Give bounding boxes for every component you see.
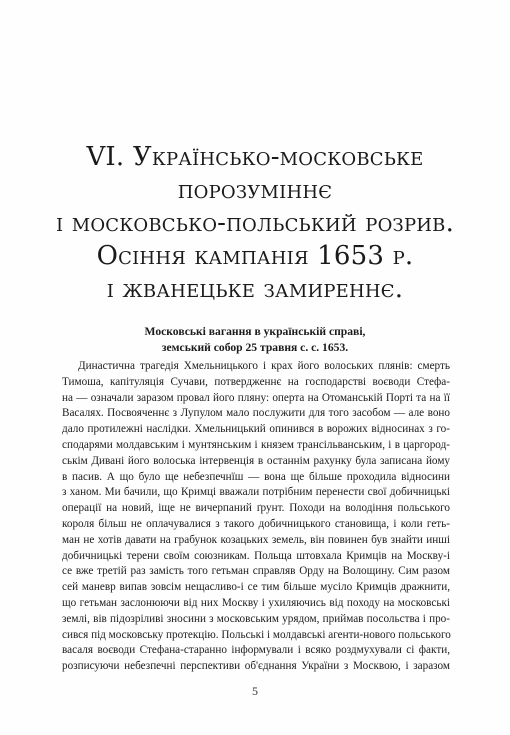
body-paragraph [62, 359, 450, 675]
body-line: розписуючи небезпечні перспективи об'єднання України з Москвою, і заразом [62, 660, 450, 673]
chapter-title-line: і жванецьке замиреннє. [106, 274, 404, 304]
body-line: сподарями молдавським і мунтянським і князем трансільванським, і в царгород- [62, 438, 450, 451]
body-line: ськім Дивані його волоська інтервенція в останнім рахунку була записана йому [62, 454, 450, 467]
body-line: в пасив. А що було ще небезпечнїш — вона ще більше проходила відносини [62, 470, 450, 483]
chapter-title-line: Осіння кампанія 1653 р. [96, 241, 414, 271]
subtitle-line: земський собор 25 травня с. с. 1653. [161, 341, 349, 354]
body-line: короля більш не оплачувалися з такого добичницького становища, і коли геть- [62, 517, 450, 530]
chapter-title-line: порозуміннє [177, 175, 333, 205]
page-number: 5 [252, 684, 258, 698]
body-line: операції на новий, іще не вичерпаний ґрунт. Походи на володіння польського [62, 502, 450, 515]
body-line: сей маневр випав зовсім нещасливо-і се тим більше мусіло Кримців дражнити, [62, 581, 450, 594]
body-line: з ханом. Ми бачили, що Кримці вважали потрібним перенести свої добичницькі [62, 486, 450, 499]
body-line: на — означали заразом провал його пляну: оперта на Отоманській Порті та на її [62, 391, 450, 404]
body-line: сився під московську протекцію. Польські і молдавські агенти-нового польського [62, 628, 451, 641]
subtitle-line: Московські вагання в українській справі, [144, 325, 366, 338]
chapter-title-line: VI. Українсько-московське [86, 142, 424, 172]
body-line: Тимоша, капітуляція Сучави, потвердженнє на господарстві воєводи Стефа- [62, 375, 450, 388]
body-line: ман не хотів давати на грабунок козацьких земель, він повинен був знайти инші [62, 533, 450, 546]
chapter-title-line: і московсько-польський розрив. [55, 208, 455, 238]
chapter-title [40, 141, 470, 306]
body-line: що гетьман заслонюючи від них Москву і ухиляючись від походу на московські [62, 596, 450, 609]
body-line: землі, вів підозріливі зносини з московським урядом, приймав посольства і про- [62, 612, 450, 625]
section-subtitle [60, 324, 450, 356]
body-line: добичницькі терени своїм союзникам. Польща штовхала Кримців на Москву-і [62, 549, 450, 562]
body-line: дало протилежні наслідки. Хмельницький опинився в ворожих відносинах з го- [62, 423, 450, 436]
body-line: се вже третій раз замість того гетьман справляв Орду на Волощину. Сим разом [62, 565, 450, 578]
body-line: Васалях. Посвояченнє з Лупулом мало послужити для того засобом — але воно [62, 407, 450, 420]
body-line: Династична трагедія Хмельницького і крах його волоських плянів: смерть [78, 360, 450, 372]
body-line: васаля воєводи Стефана-старанно інформували і всяко роздмухували сі факти, [62, 644, 450, 657]
